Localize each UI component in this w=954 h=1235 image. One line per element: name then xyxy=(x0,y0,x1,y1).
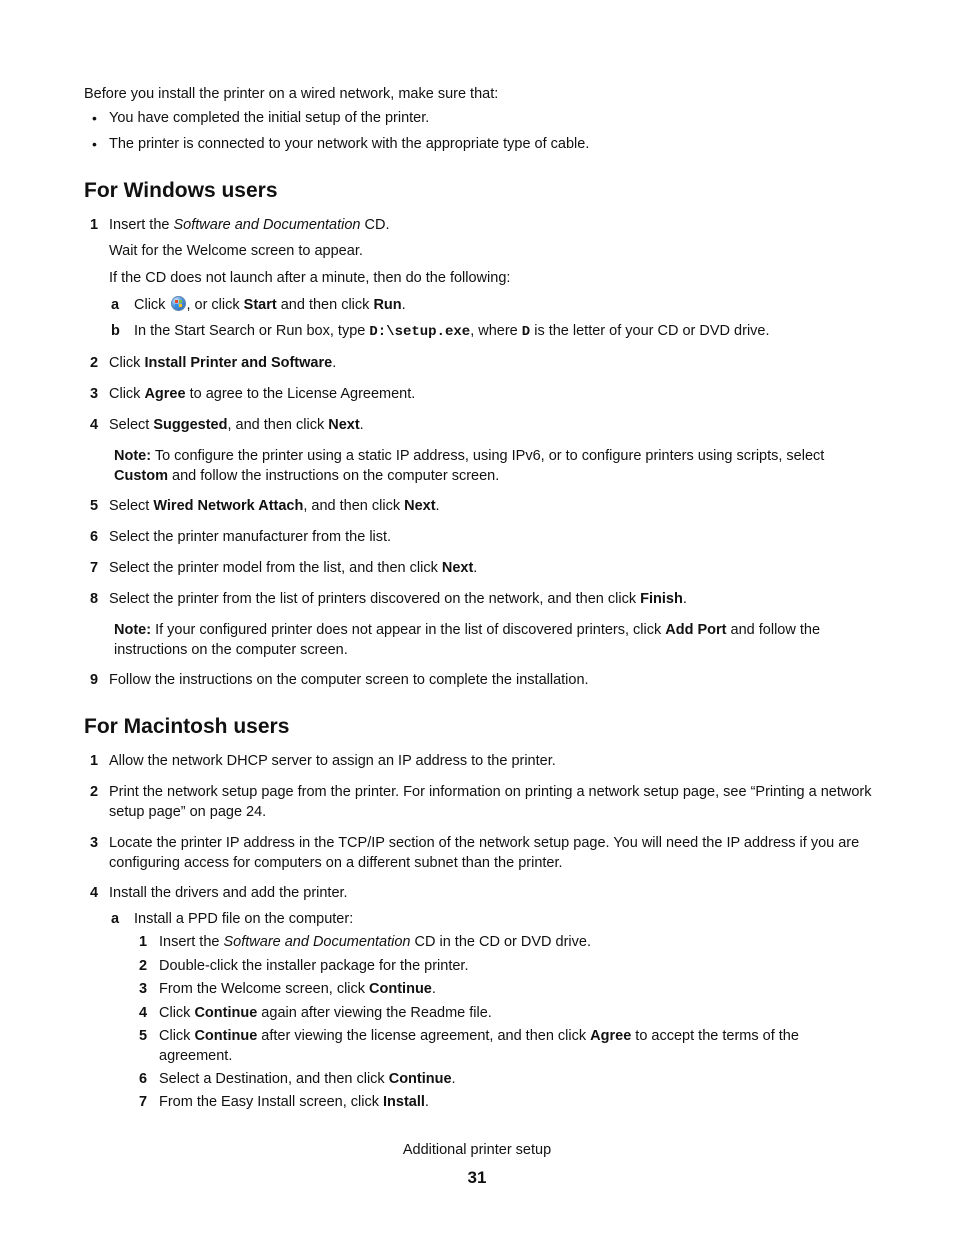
step-text: Install the drivers and add the printer. xyxy=(109,885,348,901)
substep-number: 7 xyxy=(139,1094,148,1110)
step-number: 6 xyxy=(90,529,99,545)
page-number: 31 xyxy=(467,1168,487,1187)
substep-number: 3 xyxy=(139,981,148,997)
step-text: Select Wired Network Attach, and then click Next. xyxy=(109,498,440,514)
bullet-marker: • xyxy=(92,110,97,126)
step-text: Locate the printer IP address in the TCP/IP section of the network setup page. You will need the IP address if you are configuring access for computers on a different subnet than the printer. xyxy=(109,835,860,871)
step-number: 3 xyxy=(90,386,99,402)
substep-text: Click Continue after viewing the license agreement, and then click Agree to accept the terms of the agreement. xyxy=(159,1028,799,1064)
step-number: 2 xyxy=(90,784,99,800)
substep-text: Install a PPD file on the computer: xyxy=(134,911,354,927)
step-text: Insert the Software and Documentation CD. xyxy=(109,217,390,233)
substep-number: 5 xyxy=(139,1028,148,1044)
substep-text: Click Continue again after viewing the Readme file. xyxy=(159,1005,492,1021)
substep-text: From the Easy Install screen, click Install. xyxy=(159,1094,429,1110)
substep-letter: b xyxy=(111,323,120,339)
step-number: 9 xyxy=(90,672,99,688)
substep-text: Click , or click Start and then click Run. xyxy=(134,297,406,313)
step-text: Follow the instructions on the computer screen to complete the installation. xyxy=(109,672,589,688)
bullet-marker: • xyxy=(92,136,97,152)
substep-text: From the Welcome screen, click Continue. xyxy=(159,981,436,997)
step-number: 4 xyxy=(90,417,99,433)
note: Note: To configure the printer using a static IP address, using IPv6, or to configure printers using scripts, select Custom and follow the instructions on the computer screen. xyxy=(114,448,825,484)
step-number: 3 xyxy=(90,835,99,851)
substep-letter: a xyxy=(111,911,120,927)
footer-section-title: Additional printer setup xyxy=(402,1142,552,1158)
step-text: Select the printer manufacturer from the list. xyxy=(109,529,392,545)
step-text: Select the printer from the list of printers discovered on the network, and then click Finish. xyxy=(109,591,687,607)
step-text: Select the printer model from the list, and then click Next. xyxy=(109,560,478,576)
step-text: Print the network setup page from the printer. For information on printing a network setup page, see “Printing a network setup page” on page 24. xyxy=(109,784,872,820)
step-paragraph: Wait for the Welcome screen to appear. xyxy=(109,243,363,259)
step-text: Click Agree to agree to the License Agreement. xyxy=(109,386,416,402)
substep-number: 4 xyxy=(139,1005,148,1021)
step-number: 4 xyxy=(90,885,99,901)
windows-start-icon xyxy=(171,296,186,311)
note: Note: If your configured printer does not appear in the list of discovered printers, click Add Port and follow the instructions on the computer screen. xyxy=(114,622,821,658)
substep-number: 1 xyxy=(139,934,148,950)
step-number: 2 xyxy=(90,355,99,371)
intro-lead: Before you install the printer on a wired network, make sure that: xyxy=(84,86,499,102)
substep-text: In the Start Search or Run box, type D:\setup.exe, where D is the letter of your CD or DVD drive. xyxy=(134,323,770,340)
step-text: Click Install Printer and Software. xyxy=(109,355,337,371)
substep-number: 6 xyxy=(139,1071,148,1087)
step-number: 1 xyxy=(90,753,99,769)
step-text: Select Suggested, and then click Next. xyxy=(109,417,364,433)
intro-bullet: You have completed the initial setup of the printer. xyxy=(109,110,430,126)
step-text: Allow the network DHCP server to assign an IP address to the printer. xyxy=(109,753,556,769)
substep-number: 2 xyxy=(139,958,148,974)
step-number: 7 xyxy=(90,560,99,576)
substep-text: Insert the Software and Documentation CD in the CD or DVD drive. xyxy=(159,934,591,950)
step-number: 8 xyxy=(90,591,99,607)
substep-text: Select a Destination, and then click Continue. xyxy=(159,1071,456,1087)
intro-bullet: The printer is connected to your network with the appropriate type of cable. xyxy=(109,136,590,152)
step-number: 1 xyxy=(90,217,99,233)
step-number: 5 xyxy=(90,498,99,514)
step-paragraph: If the CD does not launch after a minute, then do the following: xyxy=(109,270,511,286)
windows-heading: For Windows users xyxy=(84,179,278,202)
substep-text: Double-click the installer package for the printer. xyxy=(159,958,469,974)
mac-heading: For Macintosh users xyxy=(84,715,290,738)
substep-letter: a xyxy=(111,297,120,313)
